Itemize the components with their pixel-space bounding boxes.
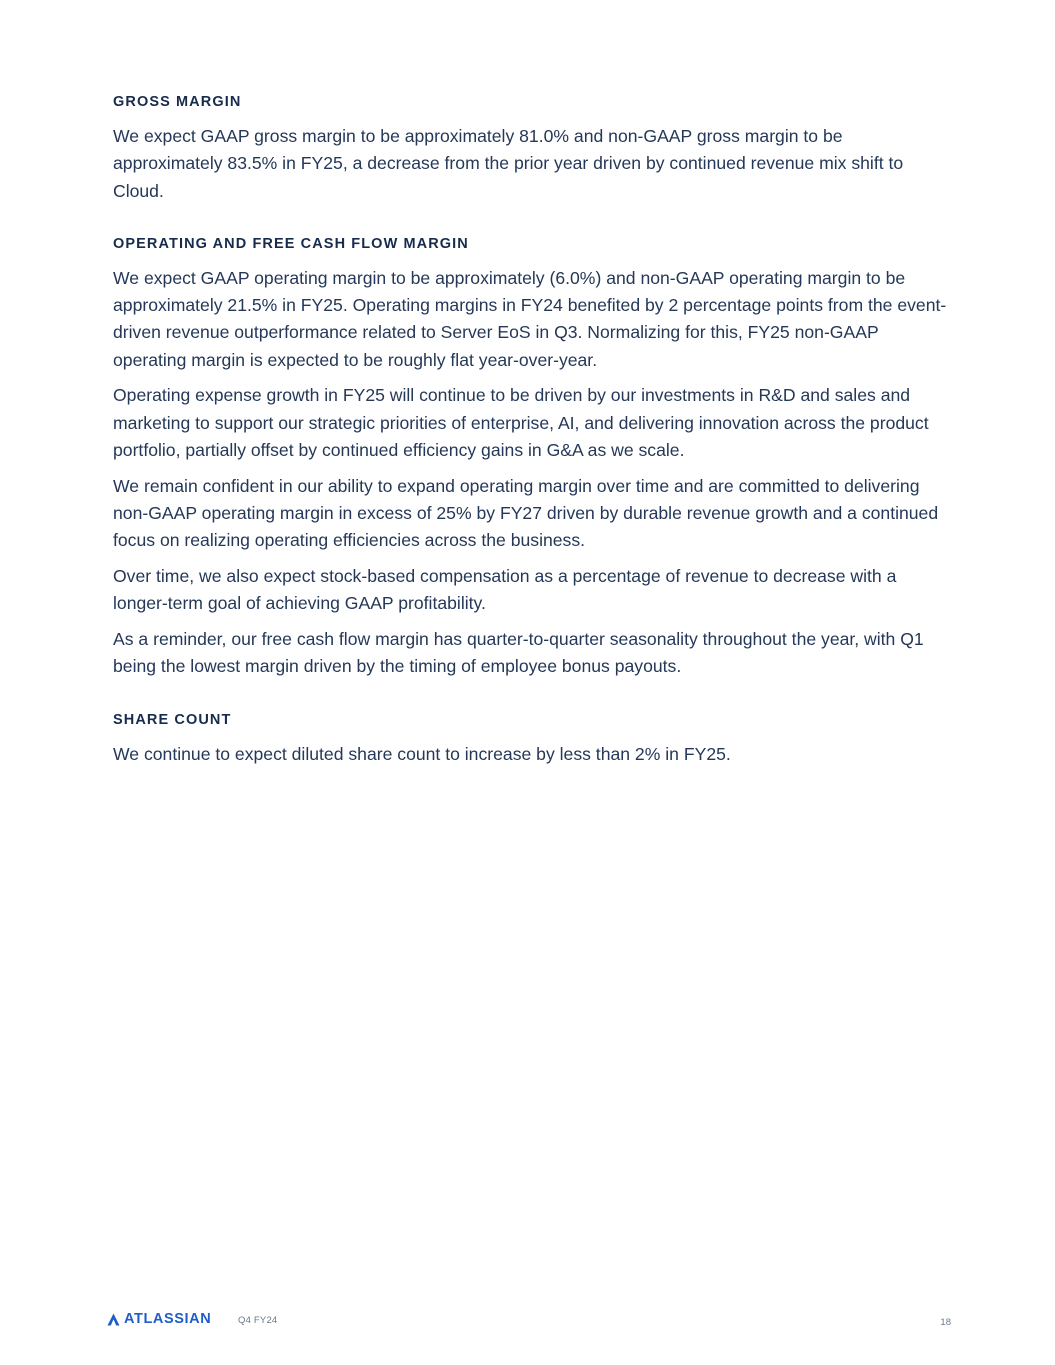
page-number: 18	[940, 1317, 951, 1328]
section-heading: OPERATING AND FREE CASH FLOW MARGIN	[113, 235, 469, 252]
atlassian-logo-icon	[107, 1313, 120, 1326]
document-body	[113, 93, 948, 798]
section-operating-fcf-margin	[113, 235, 948, 681]
section-heading: SHARE COUNT	[113, 711, 232, 728]
logo-text: ATLASSIAN	[124, 1311, 212, 1327]
section-share-count	[113, 711, 948, 768]
section-gross-margin	[113, 93, 948, 205]
paragraph: We remain confident in our ability to expand operating margin over time and are committed to delivering non-GAAP operating margin in excess of 25% by FY27 driven by durable revenue growth and a continued focus on realizing operating efficiencies across the business.	[113, 475, 939, 551]
paragraph: We expect GAAP operating margin to be approximately (6.0%) and non-GAAP operating margin to be approximately 21.5% in FY25. Operating margins in FY24 benefited by 2 percentage points from the event-driven revenue outperformance related to Server EoS in Q3. Normalizing for this, FY25 non-GAAP operating margin is expected to be roughly flat year-over-year.	[113, 267, 947, 370]
paragraph: As a reminder, our free cash flow margin has quarter-to-quarter seasonality throughout the year, with Q1 being the lowest margin driven by the timing of employee bonus payouts.	[113, 629, 924, 677]
paragraph: We continue to expect diluted share count to increase by less than 2% in FY25.	[113, 743, 731, 764]
section-heading: GROSS MARGIN	[113, 94, 242, 110]
paragraph: Operating expense growth in FY25 will continue to be driven by our investments in R&D and sales and marketing to support our strategic priorities of enterprise, AI, and delivering innovation across the product portfolio, partially offset by continued efficiency gains in G&A as we scale.	[113, 385, 929, 461]
atlassian-logo	[107, 1311, 211, 1327]
page-footer	[107, 1311, 951, 1331]
quarter-label: Q4 FY24	[238, 1315, 278, 1326]
paragraph: We expect GAAP gross margin to be approximately 81.0% and non-GAAP gross margin to be approximately 83.5% in FY25, a decrease from the prior year driven by continued revenue mix shift to Cloud.	[113, 126, 904, 201]
paragraph: Over time, we also expect stock-based compensation as a percentage of revenue to decrease with a longer-term goal of achieving GAAP profitability.	[113, 566, 897, 614]
